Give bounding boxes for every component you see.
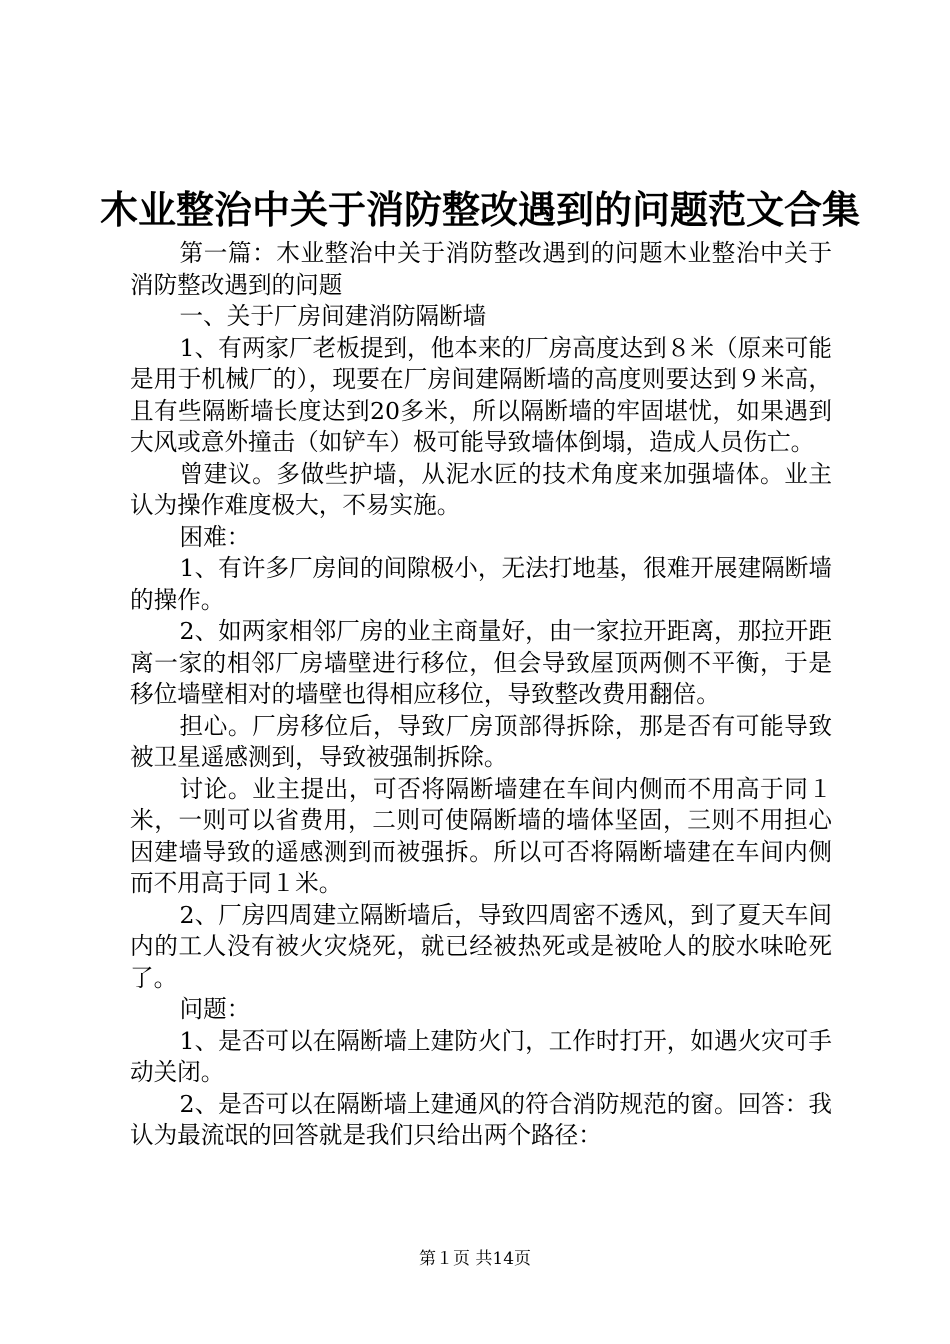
paragraph: 1、有两家厂老板提到，他本来的厂房高度达到８米（原来可能是用于机械厂的），现要在厂房间建隔断墙的高度则要达到９米高，且有些隔断墙长度达到20多米，所以隔断墙的牢固堪忧，如果遇到大风或意外撞击（如铲车）极可能导致墙体倒塌，造成人员伤亡。 <box>130 333 832 456</box>
page-number-footer: 第１页 共14页 <box>418 1249 532 1269</box>
document-title: 木业整治中关于消防整改遇到的问题范文合集 <box>100 187 861 232</box>
paragraph: 2、厂房四周建立隔断墙后，导致四周密不透风，到了夏天车间内的工人没有被火灾烧死，就已经被热死或是被呛人的胶水味呛死了。 <box>130 900 832 992</box>
document-body <box>130 238 832 1152</box>
paragraph: 1、有许多厂房间的间隙极小，无法打地基，很难开展建隔断墙的操作。 <box>130 554 832 614</box>
paragraph: 问题： <box>179 995 251 1023</box>
paragraph: 困难： <box>179 522 251 551</box>
paragraph: 担心。厂房移位后，导致厂房顶部得拆除，那是否有可能导致被卫星遥感测到，导致被强制拆除。 <box>130 711 832 771</box>
paragraph: 曾建议。多做些护墙，从泥水匠的技术角度来加强墙体。业主认为操作难度极大，不易实施。 <box>130 459 832 519</box>
paragraph: 1、是否可以在隔断墙上建防火门，工作时打开，如遇火灾可手动关闭。 <box>130 1026 832 1086</box>
paragraph: 一、关于厂房间建消防隔断墙 <box>179 302 487 330</box>
paragraph: 第一篇：木业整治中关于消防整改遇到的问题木业整治中关于消防整改遇到的问题 <box>130 239 832 299</box>
paragraph: 2、如两家相邻厂房的业主商量好，由一家拉开距离，那拉开距离一家的相邻厂房墙壁进行移位，但会导致屋顶两侧不平衡，于是移位墙壁相对的墙壁也得相应移位，导致整改费用翻倍。 <box>130 617 832 708</box>
paragraph: 2、是否可以在隔断墙上建通风的符合消防规范的窗。回答：我认为最流氓的回答就是我们只给出两个路径： <box>130 1089 832 1149</box>
paragraph: 讨论。业主提出，可否将隔断墙建在车间内侧而不用高于同１米，一则可以省费用，二则可使隔断墙的墙体坚固，三则不用担心因建墙导致的遥感测到而被强拆。所以可否将隔断墙建在车间内侧而不用高于同１米。 <box>130 774 832 897</box>
